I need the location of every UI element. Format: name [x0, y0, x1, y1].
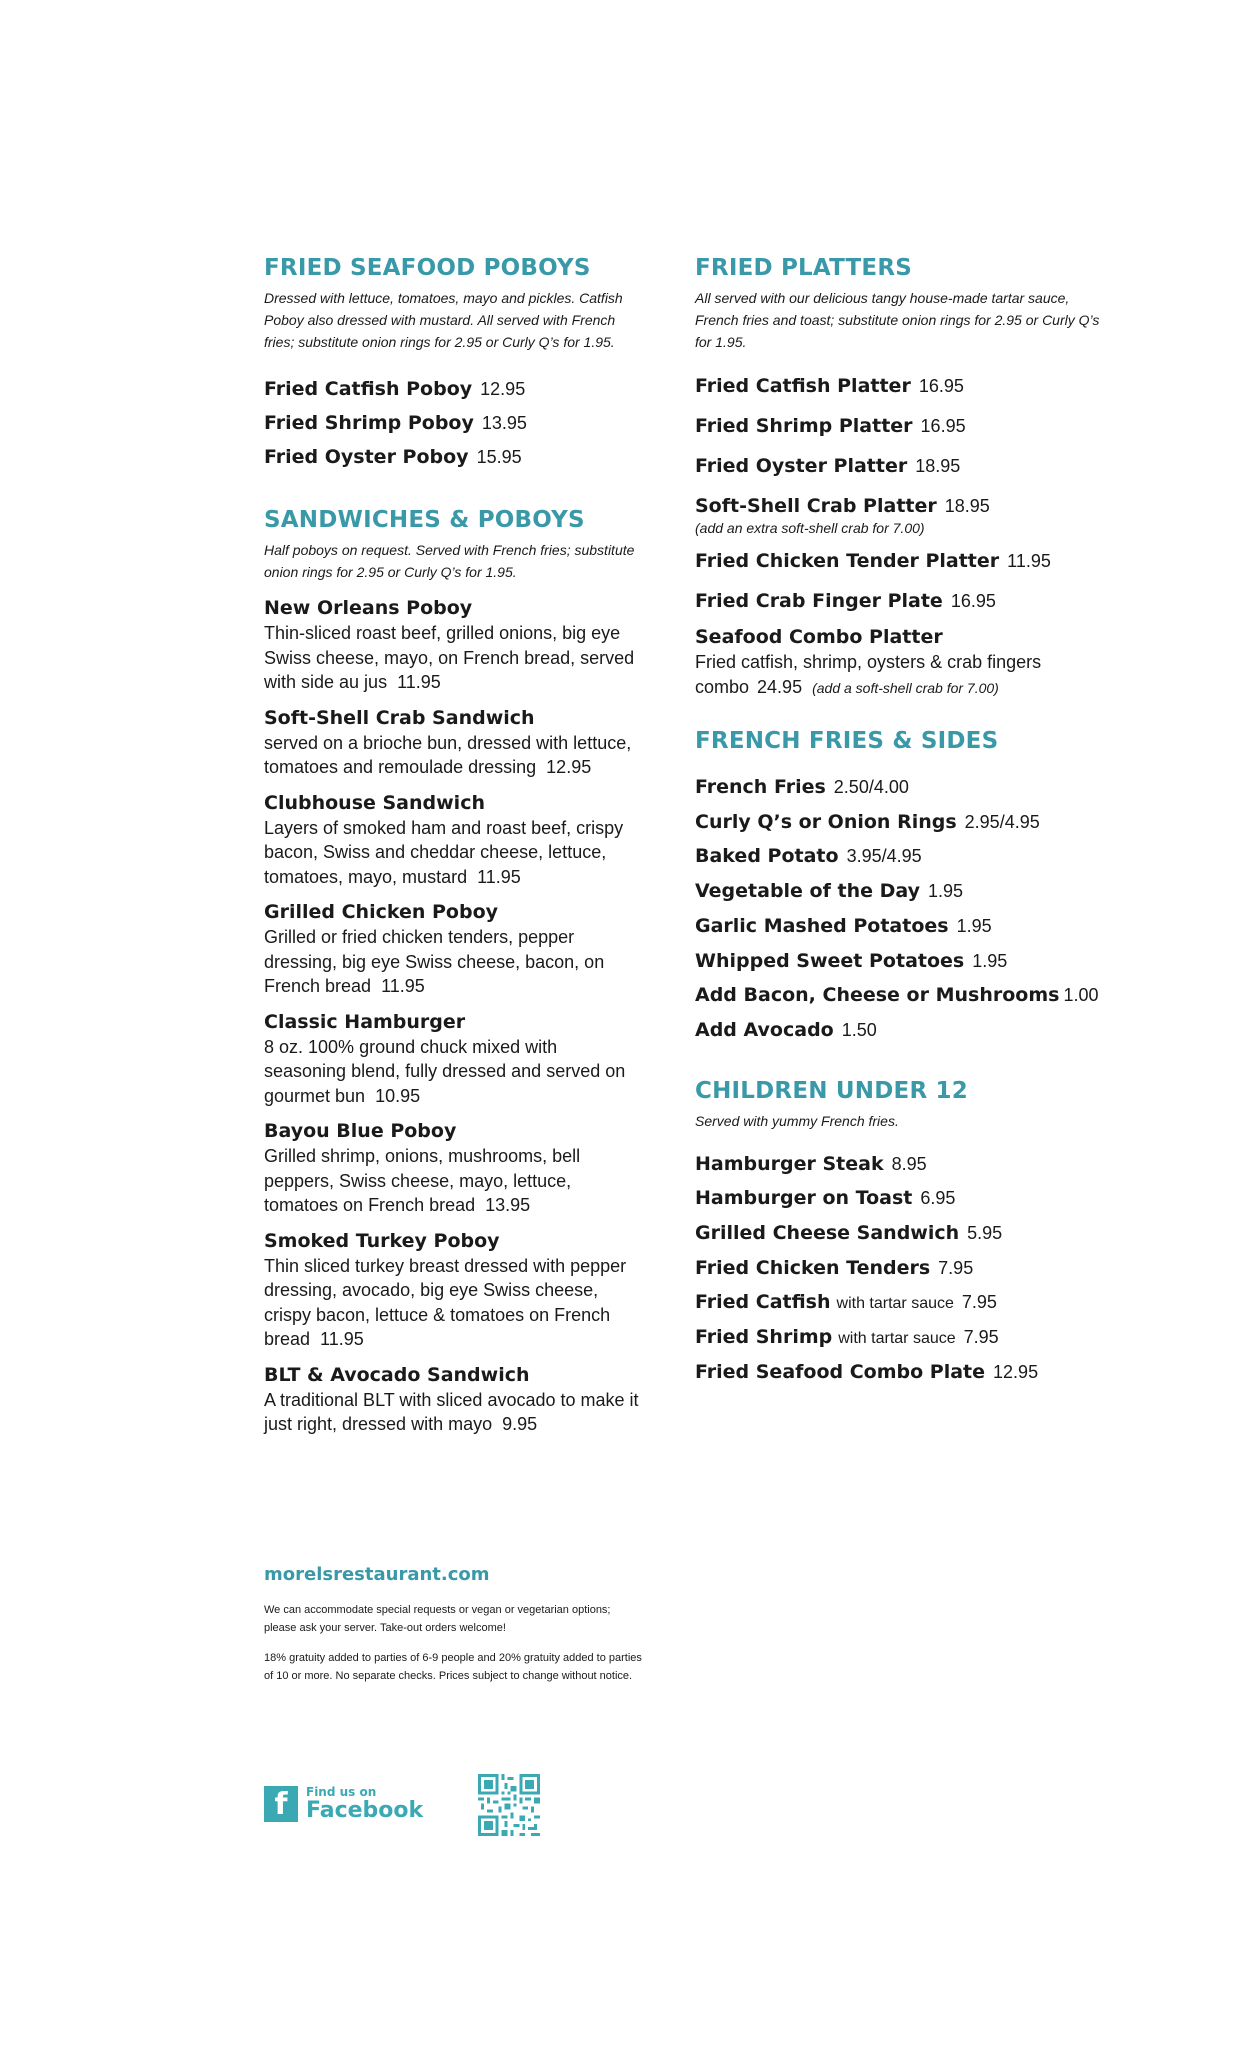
- section-title: SANDWICHES & POBOYS: [264, 507, 585, 533]
- menu-item: [695, 1356, 1115, 1391]
- menu-item: [264, 1228, 644, 1352]
- facebook-small-text: Find us on: [306, 1785, 377, 1799]
- footer: [264, 1564, 644, 1685]
- section-note: All served with our delicious tangy house-made tartar sauce, French fries and toast; substitute onion rings for 2.95 or Curly Q’s for 1.95.: [695, 290, 1100, 350]
- menu-item: [695, 771, 1115, 806]
- item-name: Hamburger Steak: [695, 1152, 884, 1175]
- item-name: Soft-Shell Crab Sandwich: [264, 706, 535, 729]
- item-price: 18.95: [915, 456, 961, 476]
- item-price: 1.95: [956, 915, 992, 936]
- item-price: 5.95: [967, 1223, 1003, 1244]
- menu-item: [695, 407, 1115, 447]
- menu-item: [264, 899, 644, 999]
- menu-item-combo: [695, 624, 1115, 700]
- item-name: New Orleans Poboy: [264, 597, 473, 619]
- menu-item: [695, 1252, 1115, 1287]
- footer-note-gratuity: 18% gratuity added to parties of 6-9 people and 20% gratuity added to parties of 10 or more. No separate checks. Prices subject to change without notice.: [264, 1652, 642, 1682]
- menu-list: [695, 771, 1115, 1049]
- section-title: FRIED SEAFOOD POBOYS: [264, 255, 591, 281]
- item-description: [264, 1144, 644, 1218]
- menu-item: [695, 1321, 1115, 1356]
- item-name: Fried Seafood Combo Plate: [695, 1360, 986, 1383]
- item-description: with tartar sauce: [836, 1295, 954, 1313]
- item-price: 1.50: [841, 1019, 877, 1040]
- item-price: 12.95: [546, 757, 592, 777]
- description-text: Thin-sliced roast beef, grilled onions, big eye Swiss cheese, mayo, on French bread, served with side au jus: [264, 623, 635, 692]
- menu-item: [695, 447, 1115, 487]
- item-name: Classic Hamburger: [264, 1010, 466, 1033]
- item-price: 1.95: [972, 950, 1008, 971]
- section-title: FRIED PLATTERS: [695, 255, 913, 281]
- menu-item: [695, 1182, 1115, 1217]
- french-fries-sides-section: [695, 727, 1115, 1049]
- item-price: 2.50/4.00: [833, 777, 909, 797]
- item-price: 11.95: [477, 866, 521, 887]
- item-price: 11.95: [381, 976, 425, 996]
- item-name: French Fries: [695, 776, 826, 798]
- website-link[interactable]: morelsrestaurant.com: [264, 1564, 490, 1585]
- item-description: [264, 925, 644, 999]
- item-price: 12.95: [480, 379, 526, 399]
- menu-list: [264, 373, 644, 475]
- item-price: 11.95: [1007, 551, 1051, 571]
- item-name: Fried Shrimp Platter: [695, 415, 913, 437]
- item-name: Fried Oyster Poboy: [264, 446, 469, 468]
- menu-item: [695, 806, 1115, 841]
- children-section: [695, 1077, 1115, 1391]
- item-price: 13.95: [485, 1195, 531, 1215]
- fried-seafood-poboys-section: [264, 254, 644, 475]
- right-column: [695, 254, 1115, 1391]
- item-name: Smoked Turkey Poboy: [264, 1229, 500, 1252]
- item-price: 11.95: [397, 672, 441, 692]
- item-price: 24.95: [757, 677, 803, 697]
- menu-list: [695, 1148, 1115, 1391]
- item-name: Whipped Sweet Potatoes: [695, 949, 965, 972]
- item-name: Clubhouse Sandwich: [264, 791, 485, 814]
- sandwiches-section: [264, 506, 644, 1437]
- description-text: Grilled shrimp, onions, mushrooms, bell peppers, Swiss cheese, mayo, lettuce, tomatoes on French bread: [264, 1146, 581, 1215]
- item-name: Fried Catfish: [695, 1291, 831, 1314]
- menu-item: [695, 875, 1115, 910]
- item-name: Fried Chicken Tenders: [695, 1256, 931, 1279]
- facebook-link[interactable]: [264, 1786, 423, 1822]
- item-name: Fried Shrimp: [695, 1326, 833, 1349]
- item-name: Fried Shrimp Poboy: [264, 412, 474, 434]
- menu-item: [264, 595, 644, 695]
- item-price: 11.95: [320, 1329, 364, 1349]
- section-note: Half poboys on request. Served with French fries; substitute onion rings for 2.95 or Curly Q’s for 1.95.: [264, 542, 635, 580]
- section-title: FRENCH FRIES & SIDES: [695, 728, 999, 754]
- menu-item: [264, 407, 644, 441]
- item-name: Baked Potato: [695, 845, 839, 868]
- item-price: 7.95: [963, 1327, 999, 1348]
- item-description: [264, 816, 644, 890]
- item-name: Add Bacon, Cheese or Mushrooms: [695, 984, 1060, 1007]
- menu-item: [695, 367, 1115, 407]
- item-price: 12.95: [993, 1361, 1039, 1382]
- item-name: Add Avocado: [695, 1018, 834, 1041]
- sandwich-list: [264, 595, 644, 1437]
- item-name: Fried Crab Finger Plate: [695, 590, 943, 612]
- menu-item: [695, 840, 1115, 875]
- facebook-big-text: Facebook: [306, 1798, 424, 1823]
- item-price: 7.95: [961, 1292, 997, 1313]
- item-description: [264, 621, 644, 695]
- item-description: [695, 650, 1115, 700]
- item-description: [264, 1388, 644, 1437]
- platter-list: [695, 367, 1115, 700]
- item-price: 18.95: [944, 496, 990, 516]
- menu-item: [264, 441, 644, 475]
- description-text: Grilled or fried chicken tenders, pepper dressing, big eye Swiss cheese, bacon, on French bread: [264, 927, 605, 996]
- item-price: 16.95: [918, 376, 964, 396]
- description-text: Layers of smoked ham and roast beef, crispy bacon, Swiss and cheddar cheese, lettuce, tomatoes, mayo, mustard: [264, 817, 624, 887]
- footer-note-requests: We can accommodate special requests or vegan or vegetarian options; please ask your server. Take-out orders welcome!: [264, 1604, 611, 1634]
- item-price: 10.95: [375, 1085, 421, 1106]
- item-name: BLT & Avocado Sandwich: [264, 1363, 530, 1386]
- item-price: 1.95: [928, 881, 964, 902]
- menu-item: [695, 945, 1115, 980]
- item-name: Seafood Combo Platter: [695, 626, 943, 648]
- section-note: Dressed with lettuce, tomatoes, mayo and pickles. Catfish Poboy also dressed with mustard. All served with French fries; substitute onion rings for 2.95 or Curly Q’s for 1.95.: [264, 290, 623, 350]
- item-name: Garlic Mashed Potatoes: [695, 914, 949, 937]
- item-name: Grilled Chicken Poboy: [264, 901, 499, 923]
- item-note: (add an extra soft-shell crab for 7.00): [695, 520, 925, 536]
- item-description: [264, 731, 644, 780]
- menu-item: [264, 1118, 644, 1218]
- menu-item: [264, 1009, 644, 1109]
- facebook-icon: f: [264, 1786, 298, 1822]
- menu-item: [264, 1362, 644, 1437]
- left-column: [264, 254, 644, 1437]
- description-text: 8 oz. 100% ground chuck mixed with seasoning blend, fully dressed and served on gourmet bun: [264, 1036, 626, 1106]
- qr-code-icon: [478, 1774, 540, 1836]
- item-price: 6.95: [920, 1188, 956, 1209]
- item-price: 7.95: [938, 1257, 974, 1278]
- menu-item: [264, 705, 644, 780]
- item-name: Hamburger on Toast: [695, 1187, 913, 1210]
- item-name: Fried Catfish Poboy: [264, 378, 473, 400]
- description-text: served on a brioche bun, dressed with lettuce, tomatoes and remoulade dressing: [264, 732, 632, 777]
- menu-item: [695, 542, 1115, 582]
- menu-item: [695, 979, 1115, 1014]
- menu-item: [264, 373, 644, 407]
- menu-item: [695, 1148, 1115, 1183]
- item-price: 9.95: [502, 1414, 538, 1434]
- item-price: 16.95: [920, 416, 966, 436]
- description-text: Thin sliced turkey breast dressed with pepper dressing, avocado, big eye Swiss cheese, crispy bacon, lettuce & tomatoes on French bread: [264, 1255, 627, 1349]
- menu-item: [695, 1286, 1115, 1321]
- item-description: [264, 1035, 644, 1109]
- menu-item: [695, 1014, 1115, 1049]
- item-name: Fried Catfish Platter: [695, 375, 911, 397]
- item-name: Fried Oyster Platter: [695, 455, 908, 477]
- item-price: 1.00: [1063, 985, 1099, 1006]
- menu-item: [695, 1217, 1115, 1252]
- menu-item: [264, 790, 644, 890]
- description-text: A traditional BLT with sliced avocado to make it just right, dressed with mayo: [264, 1389, 639, 1434]
- menu-item: [695, 910, 1115, 945]
- description-text: Fried catfish, shrimp, oysters & crab fingers combo: [695, 652, 1042, 697]
- item-name: Bayou Blue Poboy: [264, 1120, 457, 1142]
- item-description: [264, 1254, 644, 1352]
- facebook-label: [306, 1786, 423, 1822]
- item-name: Curly Q’s or Onion Rings: [695, 810, 957, 833]
- item-description: with tartar sauce: [838, 1330, 956, 1348]
- item-price: 15.95: [476, 447, 522, 467]
- section-note: Served with yummy French fries.: [695, 1112, 899, 1129]
- item-price: 2.95/4.95: [964, 811, 1040, 832]
- item-price: 16.95: [950, 591, 996, 611]
- section-title: CHILDREN UNDER 12: [695, 1077, 968, 1104]
- item-note: (add a soft-shell crab for 7.00): [812, 680, 999, 696]
- item-name: Soft-Shell Crab Platter: [695, 495, 937, 517]
- item-name: Fried Chicken Tender Platter: [695, 550, 1000, 572]
- item-name: Grilled Cheese Sandwich: [695, 1222, 960, 1245]
- fried-platters-section: [695, 254, 1115, 700]
- item-price: 13.95: [481, 413, 527, 433]
- menu-item: [695, 582, 1115, 622]
- item-price: 3.95/4.95: [846, 846, 922, 867]
- item-price: 8.95: [891, 1153, 927, 1174]
- item-name: Vegetable of the Day: [695, 880, 920, 903]
